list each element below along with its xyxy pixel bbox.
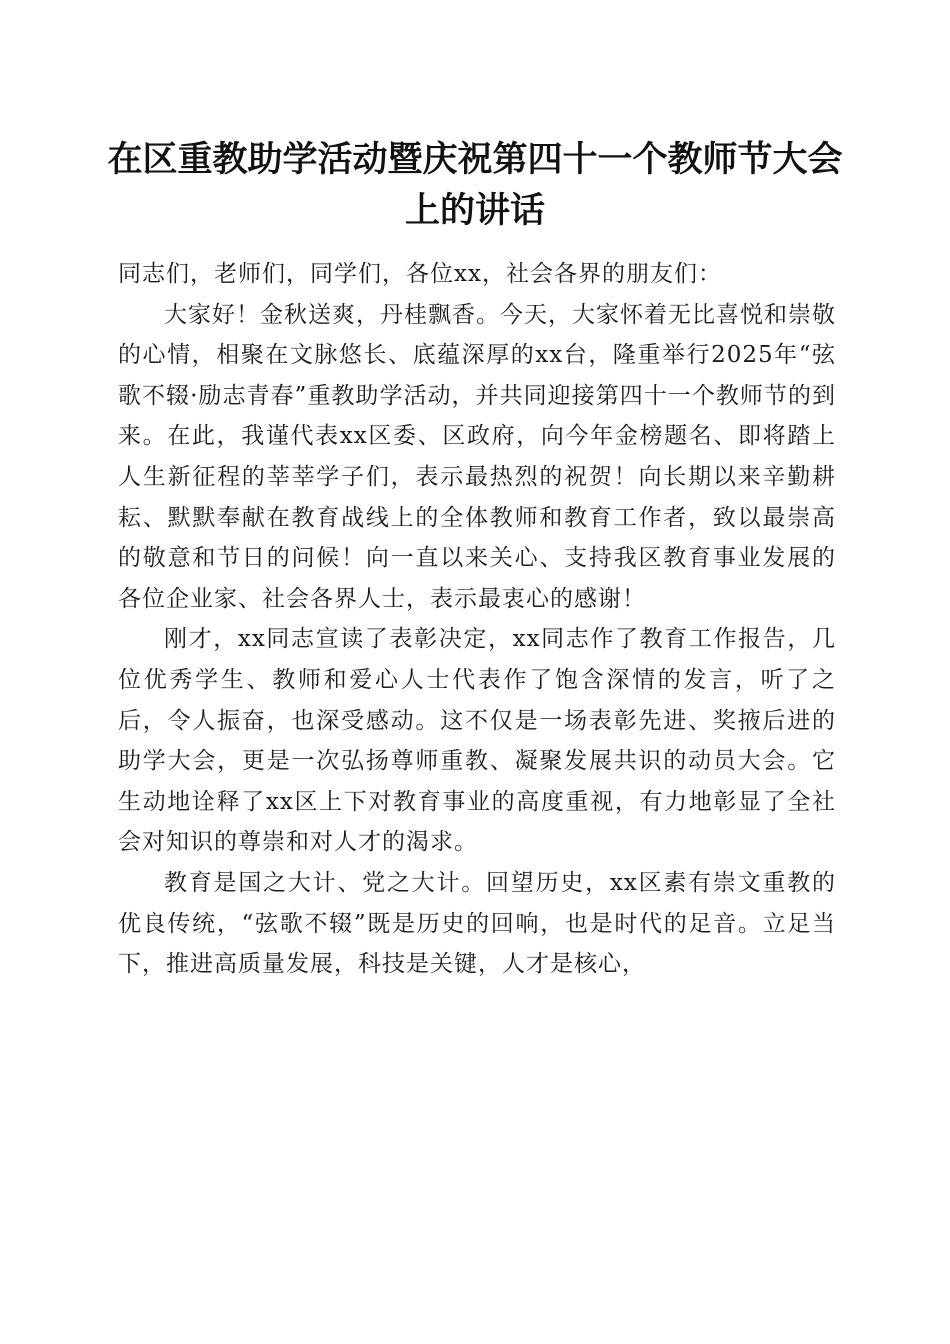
salutation: 同志们，老师们，同学们，各位xx，社会各界的朋友们： <box>118 261 722 287</box>
document-title: 在区重教助学活动暨庆祝第四十一个教师节大会上的讲话 <box>107 139 843 231</box>
paragraph-1: 大家好！金秋送爽，丹桂飘香。今天，大家怀着无比喜悦和崇敬的心情，相聚在文脉悠长、底蕴深厚的xx台，隆重举行2025年“弦歌不辍·励志青春”重教助学活动，并共同迎接第四十一个教师节的到来。在此，我谨代表xx区委、区政府，向今年金榜题名、即将踏上人生新征程的莘莘学子们，表示最热烈的祝贺！向长期以来辛勤耕耘、默默奉献在教育战线上的全体教师和教育工作者，致以最崇高的敬意和节日的问候！向一直以来关心、支持我区教育事业发展的各位企业家、社会各界人士，表示最衷心的感谢！ <box>118 301 836 612</box>
paragraph-2: 刚才，xx同志宣读了表彰决定，xx同志作了教育工作报告，几位优秀学生、教师和爱心人士代表作了饱含深情的发言，听了之后，令人振奋，也深受感动。这不仅是一场表彰先进、奖掖后进的助学大会，更是一次弘扬尊师重教、凝聚发展共识的动员大会。它生动地诠释了xx区上下对教育事业的高度重视，有力地彰显了全社会对知识的尊崇和对人才的渴求。 <box>118 626 836 856</box>
paragraph-3: 教育是国之大计、党之大计。回望历史，xx区素有崇文重教的优良传统，“弦歌不辍”既是历史的回响，也是时代的足音。立足当下，推进高质量发展，科技是关键，人才是核心， <box>118 869 836 978</box>
document-body <box>118 254 836 985</box>
